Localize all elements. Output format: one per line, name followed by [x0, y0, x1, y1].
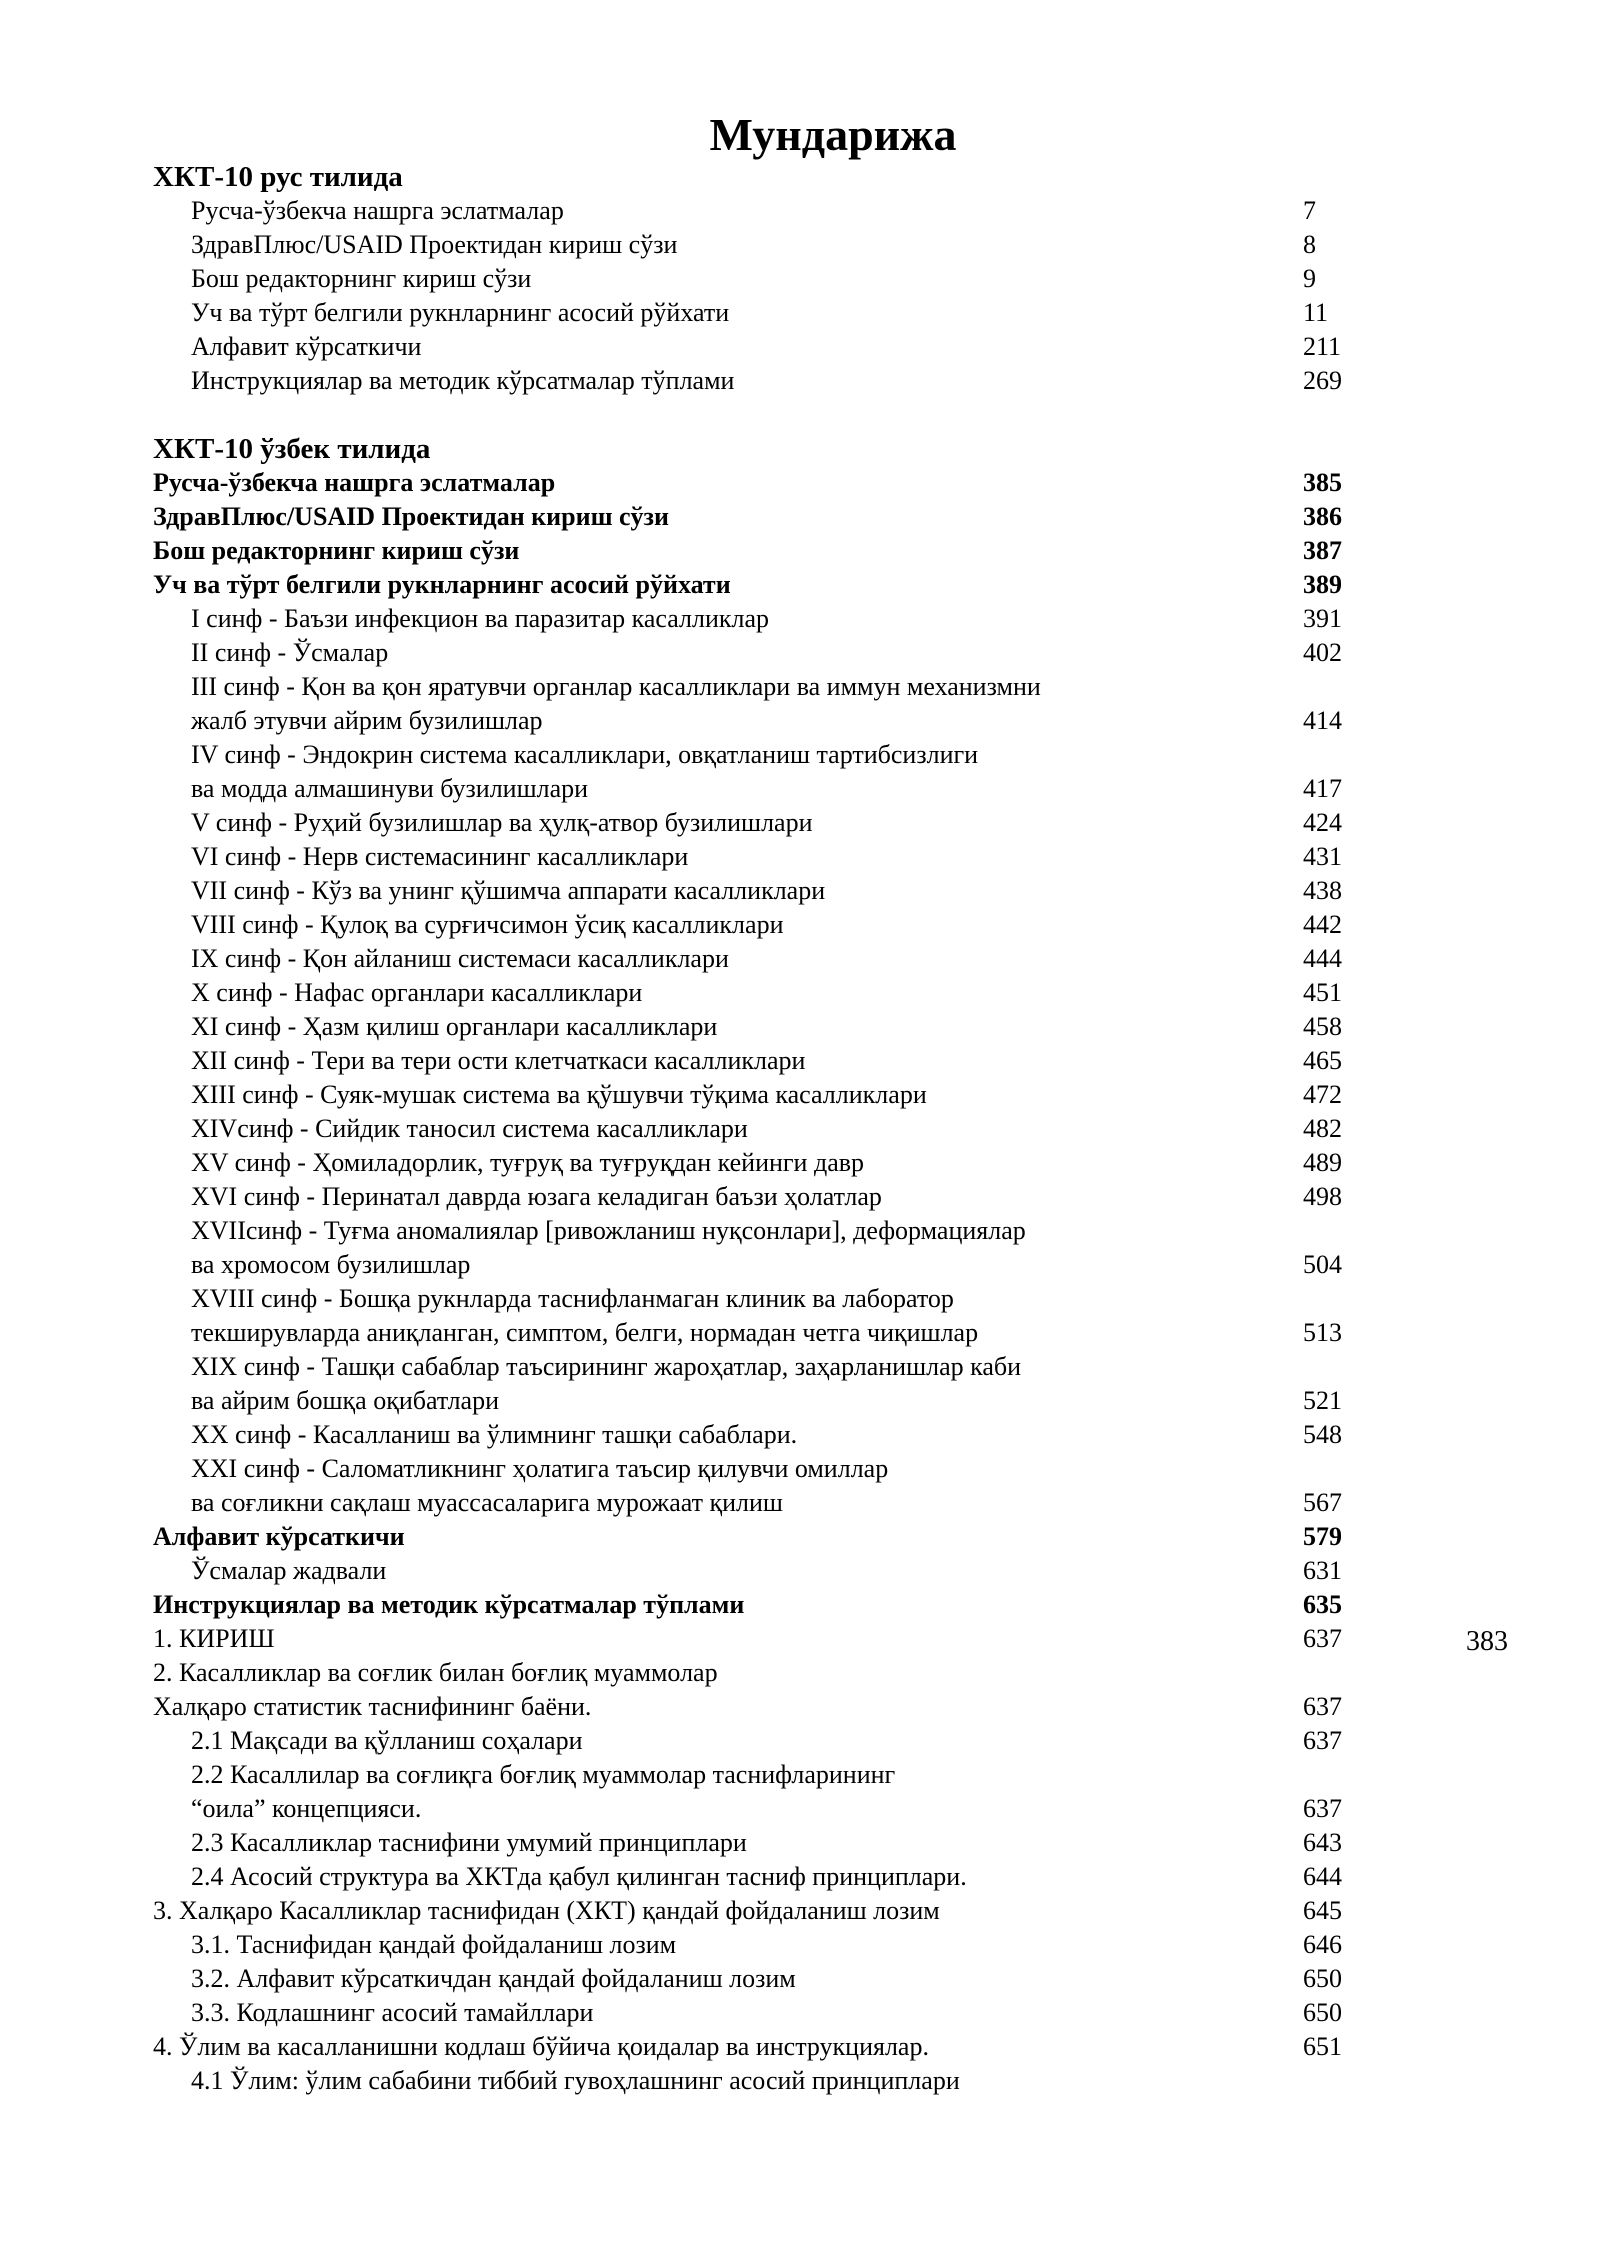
toc-entry-title: VI синф - Нерв системасининг касалликлари: [191, 842, 689, 871]
toc-entry-page: 387: [1303, 536, 1342, 565]
toc-entry: [153, 1214, 1353, 1248]
page-title: Мундарижа: [709, 109, 957, 160]
toc-entry-page: 465: [1303, 1046, 1342, 1075]
toc-entry-page: 442: [1303, 910, 1342, 939]
toc-entry: [153, 1384, 1353, 1418]
toc-entry: [153, 1690, 1353, 1724]
toc-entry-page: 579: [1303, 1522, 1342, 1551]
toc-entry-title: текширувларда аниқланган, симптом, белги, нормадан четга чиқишлар: [191, 1318, 979, 1347]
toc-entry-title: XVIII синф - Бошқа рукнларда таснифланмаган клиник ва лаборатор: [191, 1284, 954, 1313]
toc-entry-title: 3.1. Таснифидан қандай фойдаланиш лозим: [191, 1930, 677, 1959]
toc-entry-page: 451: [1303, 978, 1342, 1007]
toc-entry-title: 1. КИРИШ: [153, 1624, 275, 1653]
toc-entry-title: Алфавит кўрсаткичи: [191, 332, 422, 361]
toc-entry: [153, 1554, 1353, 1588]
toc-entry-title: 2.1 Мақсади ва қўлланиш соҳалари: [191, 1726, 583, 1755]
toc-entry-page: 389: [1303, 570, 1342, 599]
toc-entry-title: 4. Ўлим ва касалланишни кодлаш бўйича қоидалар ва инструкциялар.: [153, 2032, 929, 2061]
toc-entry: [153, 1656, 1353, 1690]
toc-entry: [153, 228, 1353, 262]
toc-entry-page: 567: [1303, 1488, 1342, 1517]
toc-entry: [153, 1112, 1353, 1146]
toc-entry-title: VIII синф - Қулоқ ва сурғичсимон ўсиқ касалликлари: [191, 910, 784, 939]
toc-entry-page: 9: [1303, 264, 1316, 293]
toc-entry-title: III синф - Қон ва қон яратувчи органлар касалликлари ва иммун механизмни: [191, 672, 1041, 701]
toc-entry: [153, 1928, 1353, 1962]
section-heading: ХКТ-10 рус тилида: [153, 161, 403, 193]
toc-entry-title: ЗдравПлюс/USAID Проектидан кириш сўзи: [153, 502, 669, 531]
toc-entry-title: X синф - Нафас органлари касалликлари: [191, 978, 643, 1007]
toc-entry-page: 643: [1303, 1828, 1342, 1857]
toc-entry-page: 521: [1303, 1386, 1342, 1415]
toc-entry-title: Инструкциялар ва методик кўрсатмалар тўплами: [153, 1590, 745, 1619]
toc-entry: [153, 1044, 1353, 1078]
toc-entry-title: 3. Халқаро Касалликлар таснифидан (ХКТ) қандай фойдаланиш лозим: [153, 1896, 940, 1925]
toc-entry-title: ва модда алмашинуви бузилишлари: [191, 774, 589, 803]
toc-entry-title: XX синф - Касалланиш ва ўлимнинг ташқи сабаблари.: [191, 1420, 798, 1449]
toc-entry: [153, 534, 1353, 568]
toc-entry: [153, 976, 1353, 1010]
toc-entry-title: XIVсинф - Сийдик таносил система касалликлари: [191, 1114, 748, 1143]
toc-entry: [153, 908, 1353, 942]
toc-entry-title: Русча-ўзбекча нашрга эслатмалар: [191, 196, 564, 225]
toc-entry-page: 7: [1303, 196, 1316, 225]
toc-entry: [153, 2064, 1353, 2098]
table-of-contents: [153, 160, 1353, 2098]
toc-entry: [153, 636, 1353, 670]
toc-entry-title: 2. Касалликлар ва соғлик билан боғлиқ муаммолар: [153, 1658, 718, 1687]
section-heading: ХКТ-10 ўзбек тилида: [153, 433, 431, 465]
toc-entry: [153, 1078, 1353, 1112]
toc-entry-title: XXI синф - Саломатликнинг ҳолатига таъсир қилувчи омиллар: [191, 1454, 889, 1483]
toc-entry-page: 637: [1303, 1726, 1342, 1755]
toc-entry: [153, 194, 1353, 228]
toc-entry-page: 504: [1303, 1250, 1342, 1279]
toc-entry-page: 637: [1303, 1624, 1342, 1653]
toc-entry-title: “оила” концепцияси.: [191, 1794, 422, 1823]
toc-entry-page: 385: [1303, 468, 1342, 497]
toc-entry-page: 211: [1303, 332, 1342, 361]
toc-entry-title: Алфавит кўрсаткичи: [153, 1522, 405, 1551]
toc-entry-title: ва хромосом бузилишлар: [191, 1250, 471, 1279]
toc-entry: [153, 296, 1353, 330]
toc-entry: [153, 602, 1353, 636]
toc-entry: [153, 1860, 1353, 1894]
toc-entry-page: 482: [1303, 1114, 1342, 1143]
toc-entry-page: 644: [1303, 1862, 1342, 1891]
toc-entry-title: 2.2 Касаллилар ва соғлиқга боғлиқ муаммолар таснифларининг: [191, 1760, 896, 1789]
toc-entry-title: XV синф - Ҳомиладорлик, туғруқ ва туғруқдан кейинги давр: [191, 1148, 865, 1177]
toc-entry-title: I синф - Баъзи инфекцион ва паразитар касалликлар: [191, 604, 770, 633]
toc-entry-title: Инструкциялар ва методик кўрсатмалар тўплами: [191, 366, 735, 395]
toc-entry: [153, 874, 1353, 908]
toc-entry-page: 548: [1303, 1420, 1342, 1449]
toc-entry-title: Бош редакторнинг кириш сўзи: [153, 536, 520, 565]
toc-entry: [153, 942, 1353, 976]
toc-entry-page: 269: [1303, 366, 1342, 395]
toc-entry: [153, 1792, 1353, 1826]
toc-entry: [153, 466, 1353, 500]
toc-entry-title: XVI синф - Перинатал даврда юзага келадиган баъзи ҳолатлар: [191, 1182, 882, 1211]
toc-entry-page: 424: [1303, 808, 1342, 837]
toc-entry: [153, 1452, 1353, 1486]
toc-entry-title: 3.3. Кодлашнинг асосий тамайллари: [191, 1998, 594, 2027]
toc-entry-title: 2.3 Касалликлар таснифини умумий принциплари: [191, 1828, 747, 1857]
toc-entry-page: 513: [1303, 1318, 1342, 1347]
toc-entry: [153, 1894, 1353, 1928]
toc-entry-page: 637: [1303, 1794, 1342, 1823]
toc-entry-page: 646: [1303, 1930, 1342, 1959]
toc-entry-title: ва соғликни сақлаш муассасаларига мурожаат қилиш: [191, 1488, 783, 1517]
toc-entry: [153, 1996, 1353, 2030]
toc-entry: [153, 1418, 1353, 1452]
toc-entry-page: 386: [1303, 502, 1342, 531]
toc-entry-page: 650: [1303, 1998, 1342, 2027]
toc-entry: [153, 1758, 1353, 1792]
toc-entry: [153, 738, 1353, 772]
toc-entry-title: XIX синф - Ташқи сабаблар таъсирининг жароҳатлар, заҳарланишлар каби: [191, 1352, 1022, 1381]
toc-entry-title: XII синф - Тери ва тери ости клетчаткаси касалликлари: [191, 1046, 806, 1075]
toc-entry-title: Бош редакторнинг кириш сўзи: [191, 264, 532, 293]
toc-entry: [153, 1826, 1353, 1860]
toc-entry: [153, 1180, 1353, 1214]
toc-entry: [153, 670, 1353, 704]
toc-entry-page: 650: [1303, 1964, 1342, 1993]
toc-entry: [153, 568, 1353, 602]
toc-entry-title: XVIIсинф - Туғма аномалиялар [ривожланиш нуқсонлари], деформациялар: [191, 1216, 1026, 1245]
toc-entry: [153, 1520, 1353, 1554]
toc-entry-title: VII синф - Кўз ва унинг қўшимча аппарати касалликлари: [191, 876, 826, 905]
toc-entry-page: 417: [1303, 774, 1342, 803]
toc-entry-title: IX синф - Қон айланиш системаси касалликлари: [191, 944, 729, 973]
toc-entry: [153, 840, 1353, 874]
toc-entry-title: Ўсмалар жадвали: [191, 1556, 387, 1585]
toc-entry-page: 11: [1303, 298, 1329, 327]
toc-entry: [153, 330, 1353, 364]
toc-entry-page: 444: [1303, 944, 1342, 973]
toc-entry-title: ЗдравПлюс/USAID Проектидан кириш сўзи: [191, 230, 678, 259]
toc-entry-page: 631: [1303, 1556, 1342, 1585]
toc-entry: [153, 1010, 1353, 1044]
toc-entry-title: Халқаро статистик таснифининг баёни.: [153, 1692, 592, 1721]
toc-entry-title: XI синф - Ҳазм қилиш органлари касалликлари: [191, 1012, 718, 1041]
toc-entry: [153, 1486, 1353, 1520]
toc-entry-page: 391: [1303, 604, 1342, 633]
toc-entry: [153, 1146, 1353, 1180]
toc-entry: [153, 1588, 1353, 1622]
toc-entry: [153, 1622, 1353, 1656]
toc-entry-page: 651: [1303, 2032, 1342, 2061]
toc-entry: [153, 772, 1353, 806]
toc-entry: [153, 1962, 1353, 1996]
toc-entry-page: 498: [1303, 1182, 1342, 1211]
toc-entry-title: 2.4 Асосий структура ва ХКТда қабул қилинган тасниф принциплари.: [191, 1862, 967, 1891]
toc-entry-page: 438: [1303, 876, 1342, 905]
toc-entry-title: жалб этувчи айрим бузилишлар: [191, 706, 543, 735]
toc-entry: [153, 1350, 1353, 1384]
toc-entry-page: 8: [1303, 230, 1316, 259]
toc-entry-title: IV синф - Эндокрин система касалликлари, овқатланиш тартибсизлиги: [191, 740, 979, 769]
page-number: 383: [1466, 1626, 1508, 1657]
toc-entry-page: 458: [1303, 1012, 1342, 1041]
toc-entry-title: II синф - Ўсмалар: [191, 638, 389, 667]
toc-entry-title: Уч ва тўрт белгили рукнларнинг асосий рўйхати: [191, 298, 730, 327]
toc-entry: [153, 1282, 1353, 1316]
toc-entry: [153, 1316, 1353, 1350]
toc-entry-page: 489: [1303, 1148, 1342, 1177]
toc-entry-page: 637: [1303, 1692, 1342, 1721]
toc-entry-page: 635: [1303, 1590, 1342, 1619]
toc-entry-title: V синф - Руҳий бузилишлар ва ҳулқ-атвор бузилишлари: [191, 808, 813, 837]
toc-entry-page: 472: [1303, 1080, 1342, 1109]
toc-entry: [153, 2030, 1353, 2064]
toc-entry-title: Русча-ўзбекча нашрга эслатмалар: [153, 468, 556, 497]
toc-entry: [153, 1724, 1353, 1758]
toc-entry: [153, 364, 1353, 398]
toc-entry: [153, 704, 1353, 738]
toc-entry-title: 4.1 Ўлим: ўлим сабабини тиббий гувоҳлашнинг асосий принциплари: [191, 2066, 960, 2095]
toc-entry-page: 431: [1303, 842, 1342, 871]
toc-entry-title: ва айрим бошқа оқибатлари: [191, 1386, 500, 1415]
toc-entry-title: Уч ва тўрт белгили рукнларнинг асосий рўйхати: [153, 570, 731, 599]
toc-entry: [153, 1248, 1353, 1282]
toc-entry-page: 414: [1303, 706, 1342, 735]
toc-entry: [153, 500, 1353, 534]
toc-entry: [153, 806, 1353, 840]
toc-entry-title: XIII синф - Суяк-мушак система ва қўшувчи тўқима касалликлари: [191, 1080, 927, 1109]
toc-entry-title: 3.2. Алфавит кўрсаткичдан қандай фойдаланиш лозим: [191, 1964, 796, 1993]
toc-entry-page: 402: [1303, 638, 1342, 667]
toc-entry-page: 645: [1303, 1896, 1342, 1925]
toc-entry: [153, 262, 1353, 296]
